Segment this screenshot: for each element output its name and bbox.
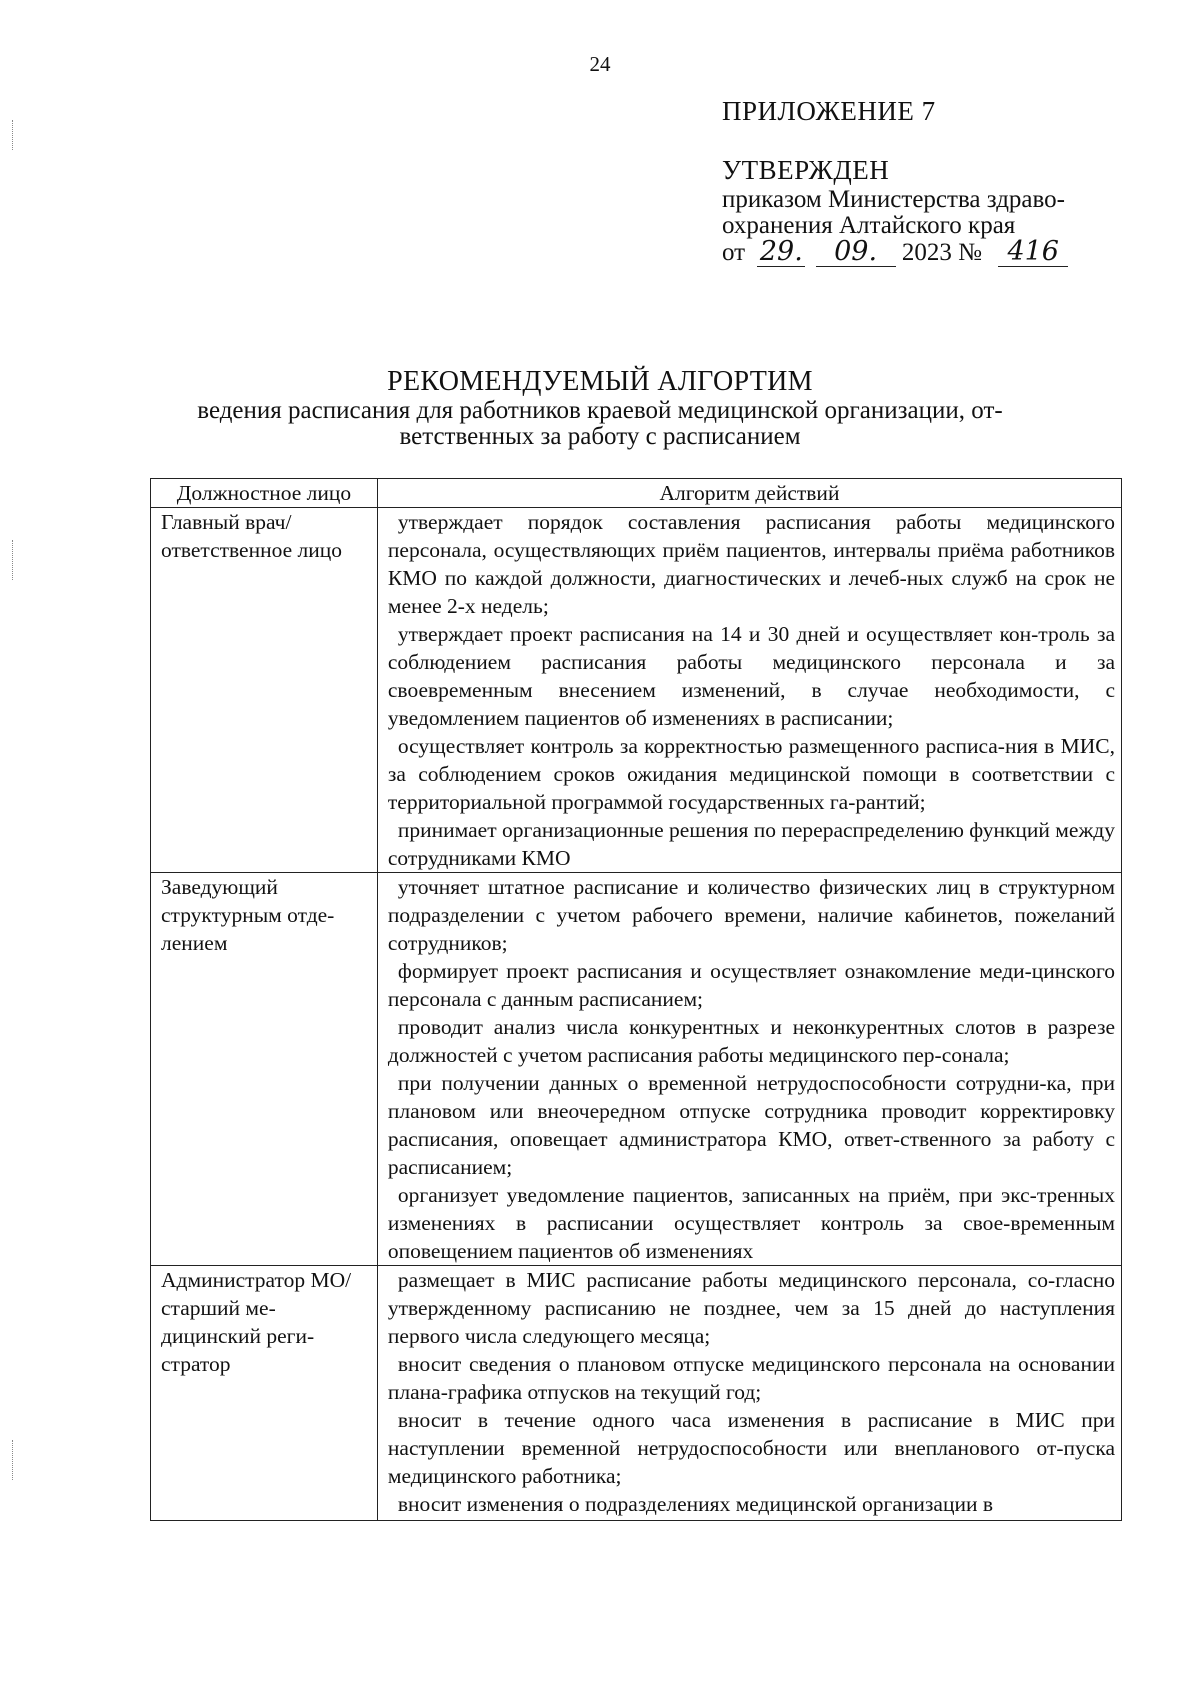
order-date-line — [722, 238, 1068, 272]
duty-item: уточняет штатное расписание и количество физических лиц в структурном подразделении с учетом рабочего времени, наличие кабинетов, пожеланий сотрудников; — [387, 875, 1115, 955]
page-number: 24 — [589, 52, 611, 76]
approved-label: УТВЕРЖДЕН — [722, 155, 890, 185]
scan-margin-mark — [12, 1440, 15, 1480]
table-row — [151, 873, 1122, 1266]
duty-item: принимает организационные решения по перераспределению функций между сотрудниками КМО — [387, 818, 1115, 870]
duty-item: размещает в МИС расписание работы медицинского персонала, со-гласно утвержденному расписанию не позднее, чем за 15 дней до наступления первого числа следующего месяца; — [387, 1268, 1115, 1348]
document-heading: РЕКОМЕНДУЕМЫЙ АЛГОРТИМ — [387, 366, 813, 397]
document-subheading: ведения расписания для работников краевой медицинской организации, от-ветственных за работу с расписанием — [197, 397, 1003, 450]
date-year: 2023 № — [901, 239, 982, 266]
algorithm-table — [150, 478, 1122, 1521]
scan-margin-mark — [12, 120, 15, 150]
date-prefix: от — [722, 239, 746, 266]
duties-cell — [377, 1266, 1121, 1521]
table-row — [151, 1266, 1122, 1521]
duties-cell — [377, 873, 1121, 1266]
order-issuer-line2: охранения Алтайского края — [722, 212, 1016, 239]
column-header-role: Должностное лицо — [151, 479, 378, 508]
role-cell: Главный врач/ответственное лицо — [151, 508, 378, 873]
role-cell: Заведующий структурным отде-лением — [151, 873, 378, 1266]
handwritten-order-number: 416 — [998, 238, 1068, 267]
duty-item: при получении данных о временной нетрудоспособности сотрудни-ка, при плановом или внеочередном отпуске сотрудника проводит корректировку расписания, оповещает администратора КМО, ответ-ственного за работу с расписанием; — [387, 1071, 1115, 1179]
table-row — [151, 508, 1122, 873]
duties-cell — [377, 508, 1121, 873]
duty-item: вносит сведения о плановом отпуске медицинского персонала на основании плана-графика отпусков на текущий год; — [387, 1352, 1115, 1404]
column-header-actions: Алгоритм действий — [377, 479, 1121, 508]
duty-item: утверждает порядок составления расписания работы медицинского персонала, осуществляющих приём пациентов, интервалы приёма работников КМО по каждой должности, диагностических и лечеб-ных служб на срок не менее 2-х недель; — [387, 510, 1115, 618]
appendix-label: ПРИЛОЖЕНИЕ 7 — [722, 96, 936, 126]
handwritten-day: 29. — [757, 238, 805, 267]
role-cell: Администратор МО/старший ме-дицинский реги-стратор — [151, 1266, 378, 1521]
duty-item: вносит изменения о подразделениях медицинской организации в — [397, 1492, 994, 1516]
duty-item: вносит в течение одного часа изменения в расписание в МИС при наступлении временной нетрудоспособности или внепланового от-пуска медицинского работника; — [387, 1408, 1115, 1488]
duty-item: осуществляет контроль за корректностью размещенного расписа-ния в МИС, за соблюдением сроков ожидания медицинской помощи в соответствии с территориальной программой государственных га-рантий; — [387, 734, 1115, 814]
duty-item: проводит анализ числа конкурентных и неконкурентных слотов в разрезе должностей с учетом расписания работы медицинского пер-сонала; — [387, 1015, 1115, 1067]
table-header-row — [151, 479, 1122, 508]
scan-margin-mark — [12, 540, 15, 580]
duty-item: формирует проект расписания и осуществляет ознакомление меди-цинского персонала с данным расписанием; — [387, 959, 1115, 1011]
order-issuer-line1: приказом Министерства здраво- — [722, 186, 1065, 213]
handwritten-month: 09. — [816, 238, 896, 267]
duty-item: утверждает проект расписания на 14 и 30 дней и осуществляет кон-троль за соблюдением расписания работы медицинского персонала и за своевременным внесением изменений, в случае необходимости, с уведомлением пациентов об изменениях в расписании; — [387, 622, 1115, 730]
duty-item: организует уведомление пациентов, записанных на приём, при экс-тренных изменениях в расписании осуществляет контроль за свое-временным оповещением пациентов об изменениях — [387, 1183, 1115, 1263]
